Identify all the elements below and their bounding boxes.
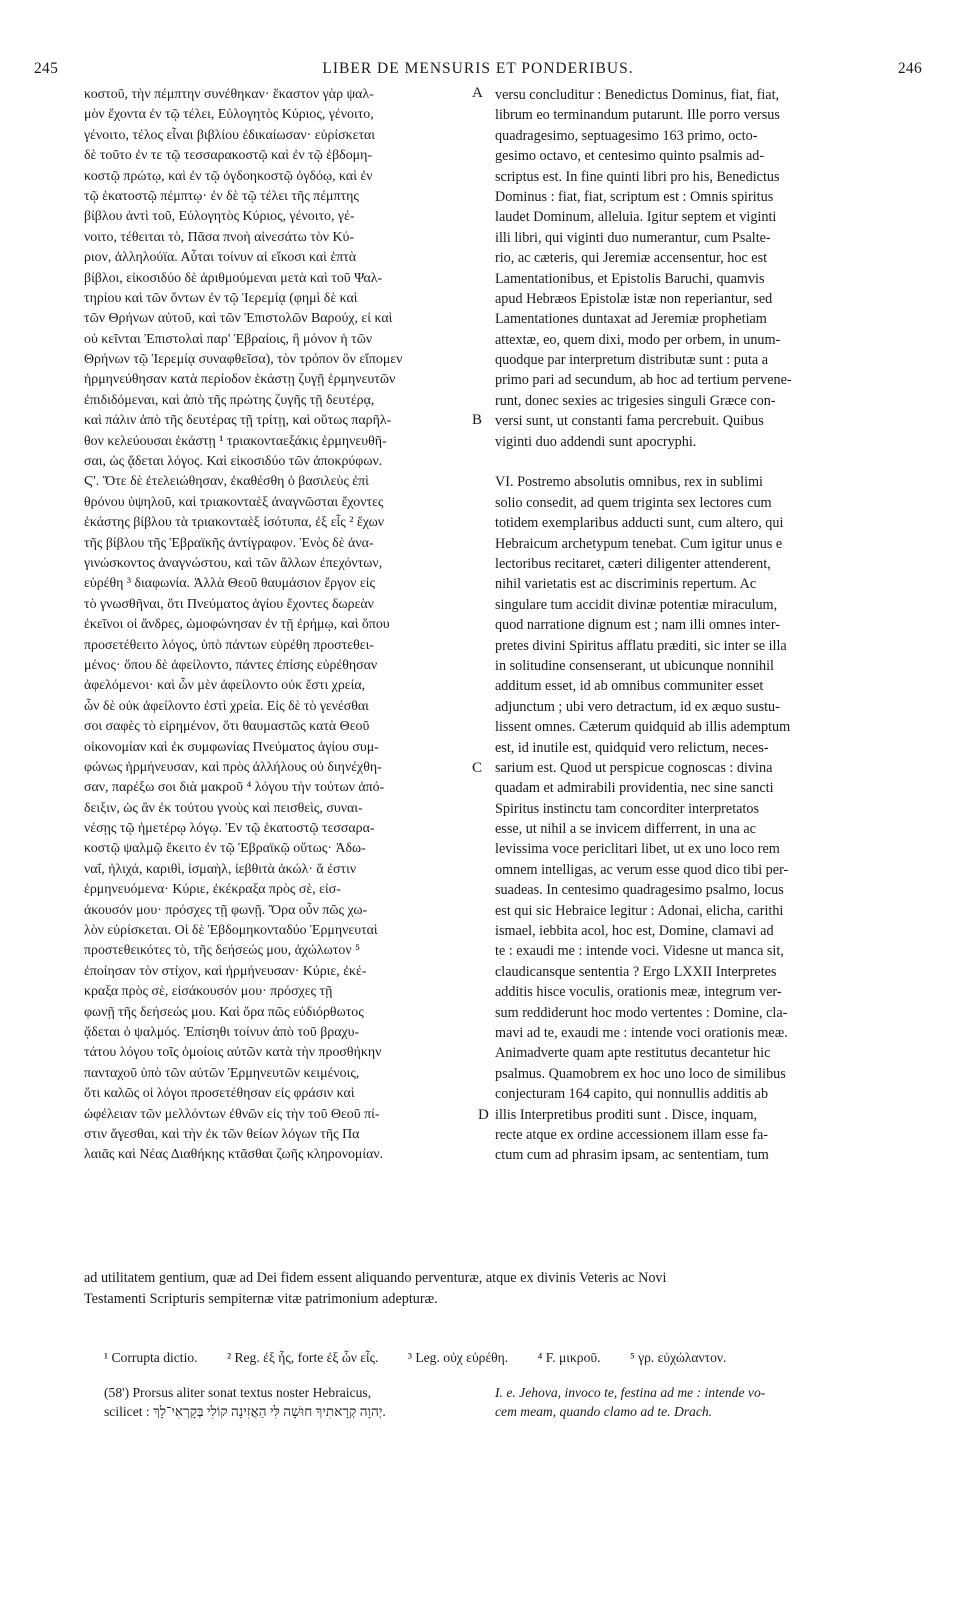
text-line: τῆς βίβλου τῆς Ἑβραϊκῆς ἀντίγραφον. Ἑνὸς δὲ ἀνα- xyxy=(84,535,374,551)
text-line: εὑρέθη ³ διαφωνία. Ἀλλὰ Θεοῦ θαυμάσιον ἔργον εἰς xyxy=(84,576,376,592)
full-width-line: ad utilitatem gentium, quæ ad Dei fidem essent aliquando perventuræ, atque ex divinis Veteris ac Novi xyxy=(84,1270,667,1286)
text-line: quod narratione dignum est ; nam illi omnes inter- xyxy=(495,617,780,634)
text-line: λὸν εὑρίσκεται. Οἱ δὲ Ἑβδομηκονταδύο Ἑρμηνευταὶ xyxy=(84,923,378,939)
text-line: quadragesimo, septuagesimo 163 primo, octo- xyxy=(495,127,758,144)
footnote: ⁴ F. μικροῦ. xyxy=(537,1350,601,1365)
text-line: ἐκεῖνοι οἱ ἄνδρες, ὡμοφώνησαν ἐν τῇ ἐρήμῳ, καὶ ὅπου xyxy=(84,617,390,633)
text-line: apud Hebræos Epistolæ istæ non reperiantur, sed xyxy=(495,290,773,307)
text-line: ctum cum ad phrasim ipsam, ac sententiam, tum xyxy=(495,1147,769,1164)
text-line: φωνῇ τῆς δεήσεώς μου. Καὶ ὅρα πῶς εὐδιόρθωτος xyxy=(84,1004,364,1020)
text-line: ὠφέλειαν τῶν μελλόντων ἐθνῶν εἰς τὴν τοῦ Θεοῦ πί- xyxy=(84,1106,380,1122)
text-line: lissent omnes. Cæterum quidquid ab illis ademptum xyxy=(495,719,791,736)
text-line: te : exaudi me : intende voci. Videsne ut manca sit, xyxy=(495,943,784,960)
text-line: attextæ, eo, quem dixi, modo per orbem, in unum- xyxy=(495,331,781,348)
hebrew-note xyxy=(104,1383,484,1421)
text-line: Θρήνων τῷ Ἱερεμίᾳ συναφθεῖσα), τὸν τρόπον ὃν εἴπομεν xyxy=(84,352,403,368)
greek-column xyxy=(84,85,464,1166)
text-line: viginti duo addendi sunt apocryphi. xyxy=(495,433,697,450)
text-line: in solitudine consenserant, ut ubicunque nonnihil xyxy=(495,657,774,674)
text-line: τὸ γνωσθῆναι, ὅτι Πνεύματος ἁγίου ἔχοντες δωρεὰν xyxy=(84,596,374,612)
text-line: laudet Dominum, alleluia. Igitur septem et viginti xyxy=(495,209,777,226)
text-line: conjecturam 164 capito, qui nonnullis additis ab xyxy=(495,1086,769,1103)
text-line: οὐ κεῖνται Ἐπιστολαὶ παρ' Ἑβραίοις, ἢ μόνον ἡ τῶν xyxy=(84,331,373,347)
text-line: καὶ πάλιν ἀπὸ τῆς δευτέρας τῇ τρίτῃ, καὶ οὕτως παρῆλ- xyxy=(84,413,392,429)
text-line: Spiritus instinctu tam concorditer interpretatos xyxy=(495,800,759,817)
text-line: primo pari ad secundum, ab hoc ad tertium pervene- xyxy=(495,372,792,389)
text-line: κραξα πρὸς σὲ, εἰσάκουσόν μου· πρόσχες τῇ xyxy=(84,984,333,1000)
text-line: δὲ τοῦτο ἐν τε τῷ τεσσαρακοστῷ καὶ ἐν τῷ ἑβδομη- xyxy=(84,148,373,164)
text-line: πανταχοῦ ὑπὸ τῶν αὐτῶν Ἑρμηνευτῶν κειμένοις, xyxy=(84,1065,360,1081)
note-line: cem meam, quando clamo ad te. Drach. xyxy=(495,1404,713,1419)
text-line: ὧν δὲ οὐκ ἀφείλοντο ἐστὶ χρεία. Εἰς δὲ τὸ γενέσθαι xyxy=(84,698,369,714)
text-line: ἐποίησαν τὸν στίχον, καὶ ἡρμήνευσαν· Κύριε, ἐκέ- xyxy=(84,963,367,979)
text-line: μένος· ὅπου δὲ ἀφείλοντο, πάντες ἐπίσης εὑρέθησαν xyxy=(84,657,378,673)
text-line: βίβλοι, εἰκοσιδύο δὲ ἀριθμούμεναι μετὰ καὶ τοῦ Ψαλ- xyxy=(84,270,383,286)
text-line: levissima voce periclitari libet, ut ex uno loco rem xyxy=(495,841,780,858)
text-line: κοστοῦ, τὴν πέμπτην συνέθηκαν· ἕκαστον γὰρ ψαλ- xyxy=(84,87,374,102)
text-line: suadeas. In centesimo quadragesimo psalmo, locus xyxy=(495,882,784,899)
text-line: quodque par interpretum distributæ sunt : puta a xyxy=(495,352,769,369)
text-line: sarium est. Quod ut perspicue cognoscas : divina xyxy=(495,759,773,776)
text-line: Dominus : fiat, fiat, scriptum est : Omnis spiritus xyxy=(495,188,774,205)
text-line: rio, ac cæteris, qui Jeremiæ accensentur, hoc est xyxy=(495,250,768,267)
text-line: προσετέθειτο λόγος, ὑπὸ πάντων εὑρέθη προστεθει- xyxy=(84,637,374,653)
text-line: mavi ad te, exaudi me : intende voci orationis meæ. xyxy=(495,1024,788,1041)
footnote: ¹ Corrupta dictio. xyxy=(104,1350,198,1365)
text-line: ἑρμηνευόμενα· Κύριε, ἐκέκραξα πρὸς σὲ, εἰσ- xyxy=(84,882,341,898)
page-number-right: 246 xyxy=(897,60,922,77)
text-line: illi libri, qui viginti duo numerantur, cum Psalte- xyxy=(495,229,771,246)
text-line: ἐπιδιδόμεναι, καὶ ἀπὸ τῆς πρώτης ζυγῆς τῇ δευτέρᾳ, xyxy=(84,392,375,408)
text-line: gesimo octavo, et centesimo quinto psalmis ad- xyxy=(495,148,765,165)
text-line: scriptus est. In fine quinti libri pro his, Benedictus xyxy=(495,168,780,185)
text-line: singulare tum accidit divinæ potentiæ miraculum, xyxy=(495,596,778,613)
text-line: versi sunt, ut constanti fama percrebuit. Quibus xyxy=(495,413,764,430)
running-header xyxy=(34,60,922,82)
text-line: ἀφελόμενοι· καὶ ὧν μὲν ἀφείλοντο οὐκ ἔστι χρεία, xyxy=(84,678,366,694)
text-line: ismael, iebbita acol, hoc est, Domine, clamavi ad xyxy=(495,923,774,940)
text-line: ᾄδεται ὁ ψαλμός. Ἐπίσηθι τοίνυν ἀπὸ τοῦ βραχυ- xyxy=(84,1024,360,1040)
text-line: additum esset, id ab omnibus communiter esset xyxy=(495,678,764,695)
margin-marker-d: D xyxy=(478,1107,489,1123)
text-line: pretes divini Spiritus afflatu præditi, sic inter se illa xyxy=(495,637,787,654)
margin-marker-b: B xyxy=(472,412,483,428)
text-line: προστεθεικότες τὸ, τῆς δεήσεώς μου, ἀχώλωτον ⁵ xyxy=(84,943,360,959)
note-line: (58') Prorsus aliter sonat textus noster Hebraicus, xyxy=(104,1385,372,1400)
text-line: τῶν Θρήνων αὐτοῦ, καὶ τῶν Ἐπιστολῶν Βαρούχ, εἰ καὶ xyxy=(84,311,393,327)
text-line: ριον, ἀλληλούϊα. Αὗται τοίνυν αἱ εἴκοσι καὶ ἑπτὰ xyxy=(84,250,357,266)
text-line: psalmus. Quamobrem ex hoc uno loco de similibus xyxy=(495,1065,786,1082)
text-line: τηρίου καὶ τῶν ὄντων ἐν τῷ Ἱερεμίᾳ (φημὶ δὲ καὶ xyxy=(84,290,358,306)
note-line: I. e. Jehova, invoco te, festina ad me : intende vo- xyxy=(495,1385,766,1400)
text-line: γινώσκοντος ἀναγνώστου, καὶ τῶν ἄλλων ἐπεχόντων, xyxy=(84,555,383,571)
running-title: LIBER DE MENSURIS ET PONDERIBUS. xyxy=(322,60,634,77)
text-line: γένοιτο, τέλος εἶναι βιβλίου ἐδικαίωσαν· εὑρίσκεται xyxy=(84,127,376,143)
note-line: scilicet : יְהוָה קְרָאתִיךָ חוּשָׁה לִּי הַאֲזִינָה קוֹלִי בְּקָרְאִי־לָךְ. xyxy=(104,1404,386,1419)
text-line: VI. Postremo absolutis omnibus, rex in sublimi xyxy=(495,474,763,491)
text-line: φώνως ἡρμήνευσαν, καὶ πρὸς ἀλλήλους οὐ διηνέχθη- xyxy=(84,759,382,775)
text-line: Ϛ'. Ὅτε δὲ ἐτελειώθησαν, ἐκαθέσθη ὁ βασιλεὺς ἐπὶ xyxy=(84,474,369,490)
text-line: δειξιν, ὡς ἂν ἐκ τούτου γνοὺς καὶ πεισθεὶς, συναι- xyxy=(84,800,363,816)
text-line xyxy=(495,452,903,472)
text-line: κοστῷ ψαλμῷ ἔκειτο ἐν τῷ Ἑβραϊκῷ οὕτως· Ἀδω- xyxy=(84,841,366,857)
text-line: nihil varietatis est ac discriminis repertum. Ac xyxy=(495,576,757,593)
text-line: στιν ἄγεσθαι, καὶ τὴν ἐκ τῶν θείων λόγων τῆς Πα xyxy=(84,1126,360,1142)
text-line: ἡρμηνεύθησαν κατὰ περίοδον ἑκάστῃ ζυγῇ ἑρμηνευτῶν xyxy=(84,372,396,388)
text-line: θον κελεύουσαι ἑκάστῃ ¹ τριακονταεξάκις ἑρμηνευθῆ- xyxy=(84,433,387,449)
footnote: ³ Leg. οὐχ εὑρέθη. xyxy=(407,1350,509,1365)
footnote: ² Reg. ἐξ ἧς, forte ἐξ ὧν εἷς. xyxy=(226,1350,379,1365)
text-line: recte atque ex ordine accessionem illam esse fa- xyxy=(495,1126,768,1143)
text-line: runt, donec sexies ac trigesies singuli Græce con- xyxy=(495,392,776,409)
text-line: Lamentationes duntaxat ad Jeremiæ prophetiam xyxy=(495,311,767,328)
translation-note xyxy=(495,1383,905,1421)
footnotes xyxy=(104,1350,904,1366)
text-line: τῷ ἑκατοστῷ πέμπτῳ· ἐν δὲ τῷ τέλει τῆς πέμπτης xyxy=(84,188,359,204)
full-width-line: Testamenti Scripturis sempiternæ vitæ patrimonium adepturæ. xyxy=(84,1291,438,1307)
text-line: sum reddiderunt hoc modo vertentes : Domine, cla- xyxy=(495,1004,788,1021)
text-line: ἑκάστης βίβλου τὰ τριακονταὲξ ἰσότυπα, ἐξ εἷς ² ἔχων xyxy=(84,515,384,531)
text-line: Lamentationibus, et Epistolis Baruchi, quamvis xyxy=(495,270,765,287)
text-line: σοι σαφὲς τὸ εἰρημένον, ὅτι θαυμαστῶς κατὰ Θεοῦ xyxy=(84,719,370,735)
text-line: θρόνου ὑψηλοῦ, καὶ τριακονταὲξ ἀναγνῶσται ἔχοντες xyxy=(84,494,384,510)
footnote: ⁵ γρ. εὐχώλαντον. xyxy=(629,1350,727,1365)
text-line: librum eo terminandum putarunt. Ille porro versus xyxy=(495,107,780,124)
text-line: esse, ut nihil a se invicem differrent, in una ac xyxy=(495,821,756,838)
text-line: άκουσόν μου· πρόσχες τῇ φωνῇ. Ὅρα οὖν πῶς χω- xyxy=(84,902,368,918)
text-line: λαιᾶς καὶ Νέας Διαθήκης κτᾶσθαι ζωῆς κληρονομίαν. xyxy=(84,1147,384,1163)
margin-marker-a: A xyxy=(472,85,483,101)
text-line: μὸν ἔχοντα ἐν τῷ τέλει, Εὐλογητὸς Κύριος, γένοιτο, xyxy=(84,107,374,123)
text-line: quadam et admirabili providentia, nec sine sancti xyxy=(495,780,774,797)
text-line: σαν, παρέξω σοι διὰ μακροῦ ⁴ λόγου τὴν τούτων ἀπό- xyxy=(84,780,385,796)
text-line: adjunctum ; ubi vero detractum, id ex æquo sustu- xyxy=(495,698,780,715)
text-line: νοιτο, τέθειται τὸ, Πᾶσα πνοὴ αἰνεσάτω τὸν Κύ- xyxy=(84,229,355,245)
text-line: σαι, ὡς ᾄδεται λόγος. Καὶ εἰκοσιδύο τῶν ἀποκρύφων. xyxy=(84,454,383,470)
text-line: totidem exemplaribus adducti sunt, cum altero, qui xyxy=(495,515,784,532)
text-line: est, id inutile est, quidquid vero relictum, neces- xyxy=(495,739,769,756)
text-line: claudicansque sententia ? Ergo LXXII Interpretes xyxy=(495,963,777,980)
text-line: νέσῃς τῷ ἡμετέρῳ λόγῳ. Ἐν τῷ ἑκατοστῷ τεσσαρα- xyxy=(84,821,375,837)
text-line: est qui sic Hebraice legitur : Adonai, elicha, carithi xyxy=(495,902,784,919)
text-line: κοστῷ πρώτῳ, καὶ ἐν τῷ ὀγδοηκοστῷ ὀγδόῳ, καὶ ἐν xyxy=(84,168,373,184)
text-line: βίβλου ἀντὶ τοῦ, Εὐλογητὸς Κύριος, γένοιτο, γέ- xyxy=(84,209,355,225)
latin-column xyxy=(495,85,903,1166)
text-line: οἰκονομίαν καὶ ἐκ συμφωνίας Πνεύματος ἁγίου συμ- xyxy=(84,739,379,755)
text-line: Hebraicum archetypum tenebat. Cum igitur unus e xyxy=(495,535,783,552)
text-line: τάτου λόγου τοῖς ὁμοίοις αὐτῶν κατὰ τὴν προσθήκην xyxy=(84,1045,382,1061)
text-line: versu concluditur : Benedictus Dominus, fiat, fiat, xyxy=(495,87,780,103)
margin-marker-c: C xyxy=(472,760,483,776)
text-line: solio consedit, ad quem triginta sex lectores cum xyxy=(495,494,772,511)
text-line: lectoribus recitaret, cæteri diligenter attenderent, xyxy=(495,555,771,572)
text-line: Animadverte quam apte restitutus decantetur hic xyxy=(495,1045,771,1062)
text-line: omnem intelligas, ac verum esse quod dico tibi per- xyxy=(495,861,789,878)
text-line: ναΐ, ἠλιχά, καριθὶ, ἰσμαὴλ, ἰεβθιτὰ ἀκώλ· ἅ ἐστιν xyxy=(84,861,357,877)
text-line: illis Interpretibus proditi sunt . Disce, inquam, xyxy=(495,1106,758,1123)
text-line: additis hisce voculis, orationis meæ, integrum ver- xyxy=(495,984,782,1001)
page-number-left: 245 xyxy=(34,60,59,77)
text-line: ὅτι καλῶς οἱ λόγοι προσετέθησαν εἰς φράσιν καὶ xyxy=(84,1086,355,1102)
